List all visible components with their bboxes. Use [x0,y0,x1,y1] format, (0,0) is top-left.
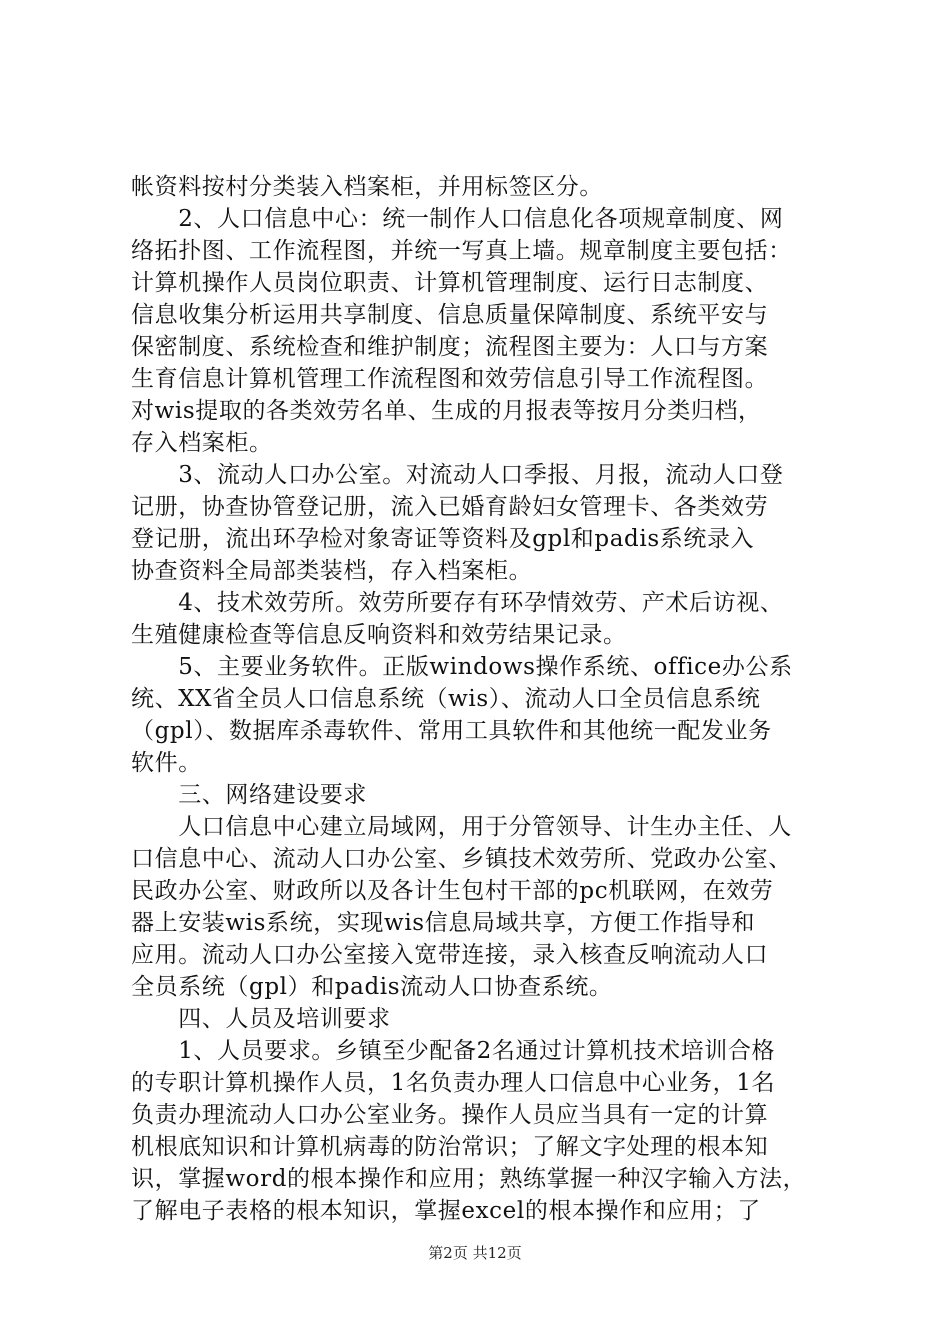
text-line: 应用。流动人口办公室接入宽带连接，录入核查反响流动人口 [131,942,769,968]
text-line: 存入档案柜。 [131,430,273,456]
text-line: 软件。 [131,750,202,776]
text-line: 帐资料按村分类装入档案柜，并用标签区分。 [131,174,603,200]
text-line: 2、人口信息中心：统一制作人口信息化各项规章制度、网 [131,206,784,232]
text-line: 信息收集分析运用共享制度、信息质量保障制度、系统平安与 [131,302,769,328]
text-line: 机根底知识和计算机病毒的防治常识；了解文字处理的根本知 [131,1134,769,1160]
text-line: （gpl）、数据库杀毒软件、常用工具软件和其他统一配发业务 [131,718,772,744]
text-line: 器上安装wis系统，实现wis信息局域共享，方便工作指导和 [131,910,756,936]
text-line: 登记册，流出环孕检对象寄证等资料及gpl和padis系统录入 [131,526,755,552]
text-line: 全员系统（gpl）和padis流动人口协查系统。 [131,974,613,1000]
text-line: 协查资料全局部类装档，存入档案柜。 [131,558,533,584]
text-line: 人口信息中心建立局域网，用于分管领导、计生办主任、人 [131,814,792,840]
text-line: 计算机操作人员岗位职责、计算机管理制度、运行日志制度、 [131,270,769,296]
text-line: 3、流动人口办公室。对流动人口季报、月报，流动人口登 [131,462,784,488]
text-line: 5、主要业务软件。正版windows操作系统、office办公系 [131,654,793,680]
text-line: 统、XX省全员人口信息系统（wis）、流动人口全员信息系统 [131,686,761,712]
section-heading: 四、人员及培训要求 [131,1006,391,1032]
text-line: 的专职计算机操作人员，1名负责办理人口信息中心业务，1名 [131,1070,776,1096]
text-line: 保密制度、系统检查和维护制度；流程图主要为：人口与方案 [131,334,769,360]
page-number-footer: 第2页 共12页 [428,1244,522,1262]
text-line: 对wis提取的各类效劳名单、生成的月报表等按月分类归档， [131,398,762,424]
text-line: 4、技术效劳所。效劳所要存有环孕情效劳、产术后访视、 [131,590,784,616]
text-line: 1、人员要求。乡镇至少配备2名通过计算机技术培训合格 [131,1038,776,1064]
text-line: 记册，协查协管登记册，流入已婚育龄妇女管理卡、各类效劳 [131,494,769,520]
text-line: 生育信息计算机管理工作流程图和效劳信息引导工作流程图。 [131,366,769,392]
text-line: 民政办公室、财政所以及各计生包村干部的pc机联网，在效劳 [131,878,774,904]
text-line: 络拓扑图、工作流程图，并统一写真上墙。规章制度主要包括： [131,238,792,264]
text-line: 生殖健康检查等信息反响资料和效劳结果记录。 [131,622,627,648]
document-body [131,171,831,1227]
text-line: 识，掌握word的根本操作和应用；熟练掌握一种汉字输入方法， [131,1166,807,1192]
text-line: 了解电子表格的根本知识，掌握excel的根本操作和应用；了 [131,1198,761,1224]
section-heading: 三、网络建设要求 [131,782,367,808]
text-line: 口信息中心、流动人口办公室、乡镇技术效劳所、党政办公室、 [131,846,792,872]
text-line: 负责办理流动人口办公室业务。操作人员应当具有一定的计算 [131,1102,769,1128]
